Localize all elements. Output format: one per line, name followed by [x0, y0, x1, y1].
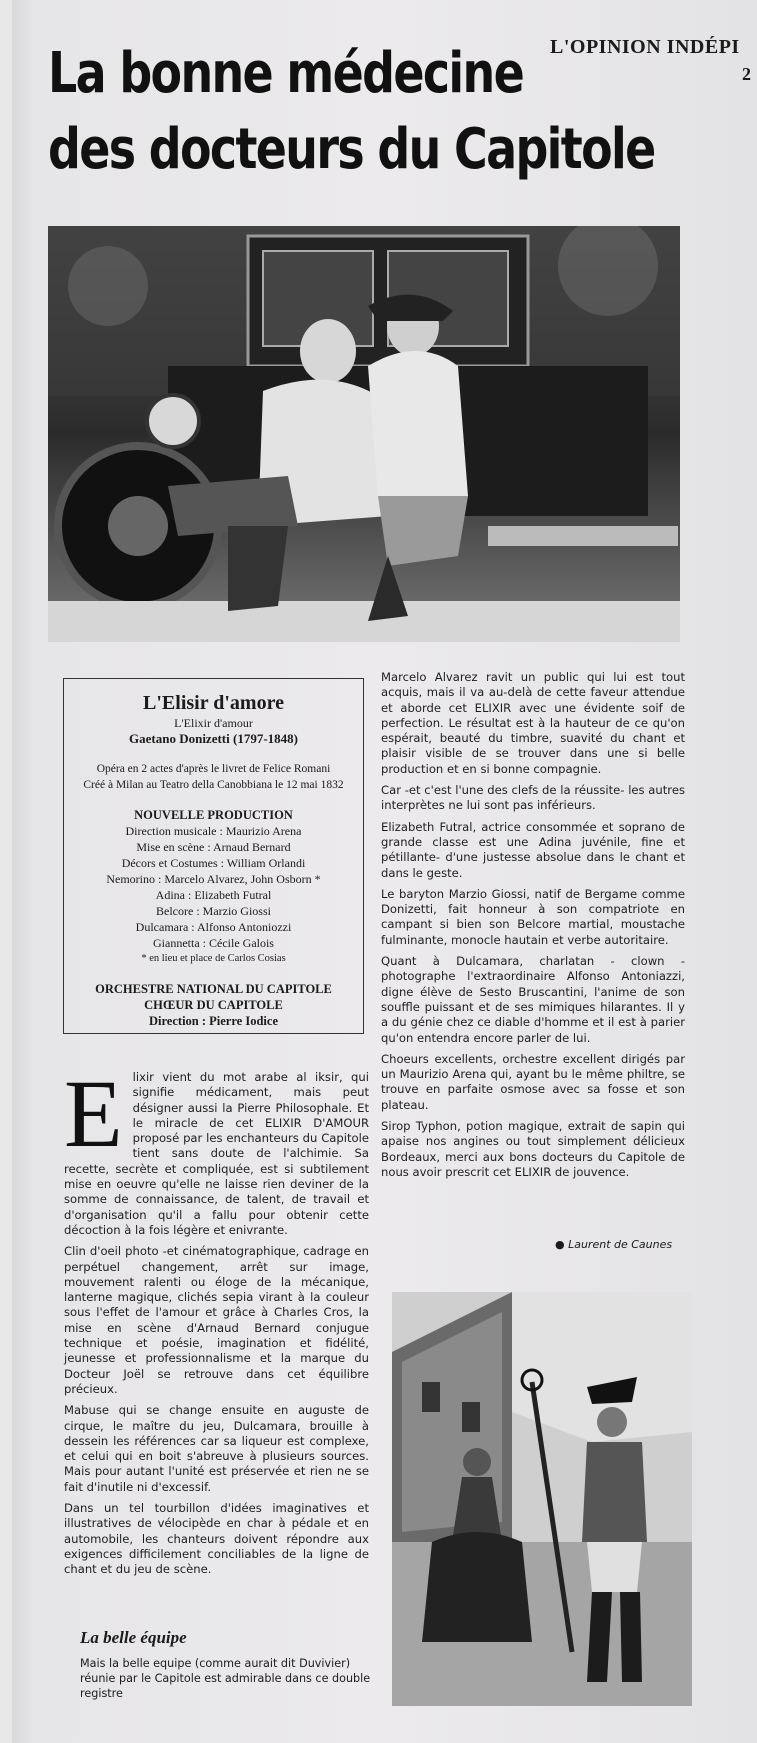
- intro-text: lixir vient du mot arabe al iksir, qui signifie médicament, mais peut désigner aussi la Pierre Philosophale. Et le miracle de cet ELIXIR D'AMOUR proposé par les enchanteurs du Capitole tient sans doute de l'alchimie. Sa recette, secrète et compliquée, est si subtilement mise en oeuvre qu'elle ne laisse rien deviner de la somme de connaissance, de talent, de travail et d'organisation qu'il a fallu pour obtenir cette décoction à la fois légère et enivrante.: [64, 1070, 369, 1237]
- credit-line: Giannetta : Cécile Galois: [153, 936, 274, 950]
- paragraph: Quant à Dulcamara, charlatan - clown - photographe l'extraordinaire Alfonso Antoniazzi, digne élève de Sesto Bruscantini, l'anime de son souffle puissant et de ses mimiques hilarantes. Il y a du génie chez ce diable d'homme et il est à parier qu'on entendra encore parler de lui.: [381, 954, 685, 1045]
- article-right-column: [381, 670, 685, 1186]
- choir: CHŒUR DU CAPITOLE: [144, 998, 283, 1012]
- headline-line-1: La bonne médecine: [48, 41, 524, 106]
- credit-line: Belcore : Marzio Giossi: [156, 904, 271, 918]
- author-signature: ● Laurent de Caunes: [555, 1238, 673, 1251]
- production-heading: NOUVELLE PRODUCTION: [134, 808, 293, 822]
- drop-cap: E: [64, 1060, 123, 1167]
- paragraph: Car -et c'est l'une des clefs de la réussite- les autres interprètes ne lui sont pas inférieurs.: [381, 783, 685, 813]
- paragraph: Choeurs excellents, orchestre excellent dirigés par un Maurizio Arena qui, ayant bu le même philtre, se trouve en parfaite osmose avec sa fosse et son plateau.: [381, 1051, 685, 1112]
- engraving-figures: [392, 1292, 692, 1706]
- paragraph: Marcelo Alvarez ravit un public qui lui est tout acquis, mais il va au-delà de cette faveur attendue et aborde cet ELIXIR avec une évidente soif de perfection. Le résultat est à la hauteur de ce qu'on espérait, beauté du timbre, suavité du chant et plaisir visible de se trouver dans une si belle production et en si bonne compagnie.: [381, 670, 685, 776]
- orchestra: ORCHESTRE NATIONAL DU CAPITOLE: [95, 982, 332, 996]
- newspaper-masthead: L'OPINION INDÉPI: [550, 36, 740, 58]
- page-number: 2: [742, 64, 751, 84]
- stage-photo-illustration: [48, 226, 680, 642]
- article-left-column: [64, 1060, 369, 1584]
- paragraph: Elizabeth Futral, actrice consommée et soprano de grande classe est une Adina juvénile, fine et pétillante- d'une justesse absolue dans le chant et dans le geste.: [381, 819, 685, 880]
- paragraph: Dans un tel tourbillon d'idées imaginatives et illustratives de vélocipède en char à pédale et en automobile, les chanteurs doivent répondre aux exigences difficilement conciliables de la ligne de chant et du jeu de scène.: [64, 1501, 369, 1577]
- opera-title: L'Elisir d'amore: [143, 692, 284, 714]
- stage-photo: [48, 226, 680, 642]
- choir-direction: Direction : Pierre Iodice: [148, 1014, 278, 1028]
- opera-premiere: Créé à Milan au Teatro della Canobbiana le 12 mai 1832: [83, 779, 344, 791]
- headline-line-2: des docteurs du Capitole: [48, 117, 655, 182]
- composer: Gaetano Donizetti (1797-1848): [129, 731, 298, 746]
- section-subhead: La belle équipe: [80, 1628, 187, 1647]
- credit-note: * en lieu et place de Carlos Cosias: [141, 953, 286, 964]
- engraving-illustration: [392, 1292, 692, 1706]
- credit-line: Décors et Costumes : William Orlandi: [121, 856, 306, 870]
- credit-line: Dulcamara : Alfonso Antoniozzi: [135, 920, 292, 934]
- credit-line: Direction musicale : Maurizio Arena: [125, 824, 302, 838]
- paragraph-intro: [64, 1060, 369, 1238]
- opera-description: Opéra en 2 actes d'après le livret de Felice Romani: [96, 763, 331, 775]
- opera-subtitle: L'Elixir d'amour: [174, 716, 253, 730]
- credit-line: Nemorino : Marcelo Alvarez, John Osborn *: [106, 872, 321, 886]
- paragraph: Mabuse qui se change ensuite en auguste de cirque, le maître du jeu, Dulcamara, brouille à dessein les références car sa liqueur est complexe, et celui qui en boit s'abreuve à plusieurs sources. Mais pour autant l'unité est préservée et rien ne se fait d'inutile ni d'excessif.: [64, 1403, 369, 1494]
- credit-line: Adina : Elizabeth Futral: [155, 888, 272, 902]
- paragraph: Sirop Typhon, potion magique, extrait de sapin qui apaise nos angines ou tout simplement délicieux Bordeaux, merci aux bons docteurs du Capitole de nous avoir prescrit cet ELIXIR de jouvence.: [381, 1119, 685, 1179]
- closing-paragraph: Mais la belle equipe (comme aurait dit Duvivier) réunie par le Capitole est admirable dans ce double registre: [80, 1657, 371, 1700]
- credit-line: Mise en scène : Arnaud Bernard: [136, 840, 291, 854]
- paragraph: Le baryton Marzio Giossi, natif de Bergame comme Donizetti, fait honneur à son compatriote en campant si bien son Belcore martial, moustache fulminante, monocle hautain et verbe autoritaire.: [381, 886, 685, 947]
- production-credits-box: [63, 678, 364, 1034]
- paragraph: Clin d'oeil photo -et cinématographique, cadrage en perpétuel changement, arrêt sur image, mouvement ralenti ou éloge de la mécanique, lanterne magique, clichés sepia virant à la couleur sous l'effet de l'amour et grâce à Charles Cros, la mise en scène d'Arnaud Bernard conjugue technique et poésie, imagination et fidélité, jeunesse et professionnalisme et la marque du Docteur Joël se retrouve dans cet équilibre précieux.: [64, 1244, 369, 1396]
